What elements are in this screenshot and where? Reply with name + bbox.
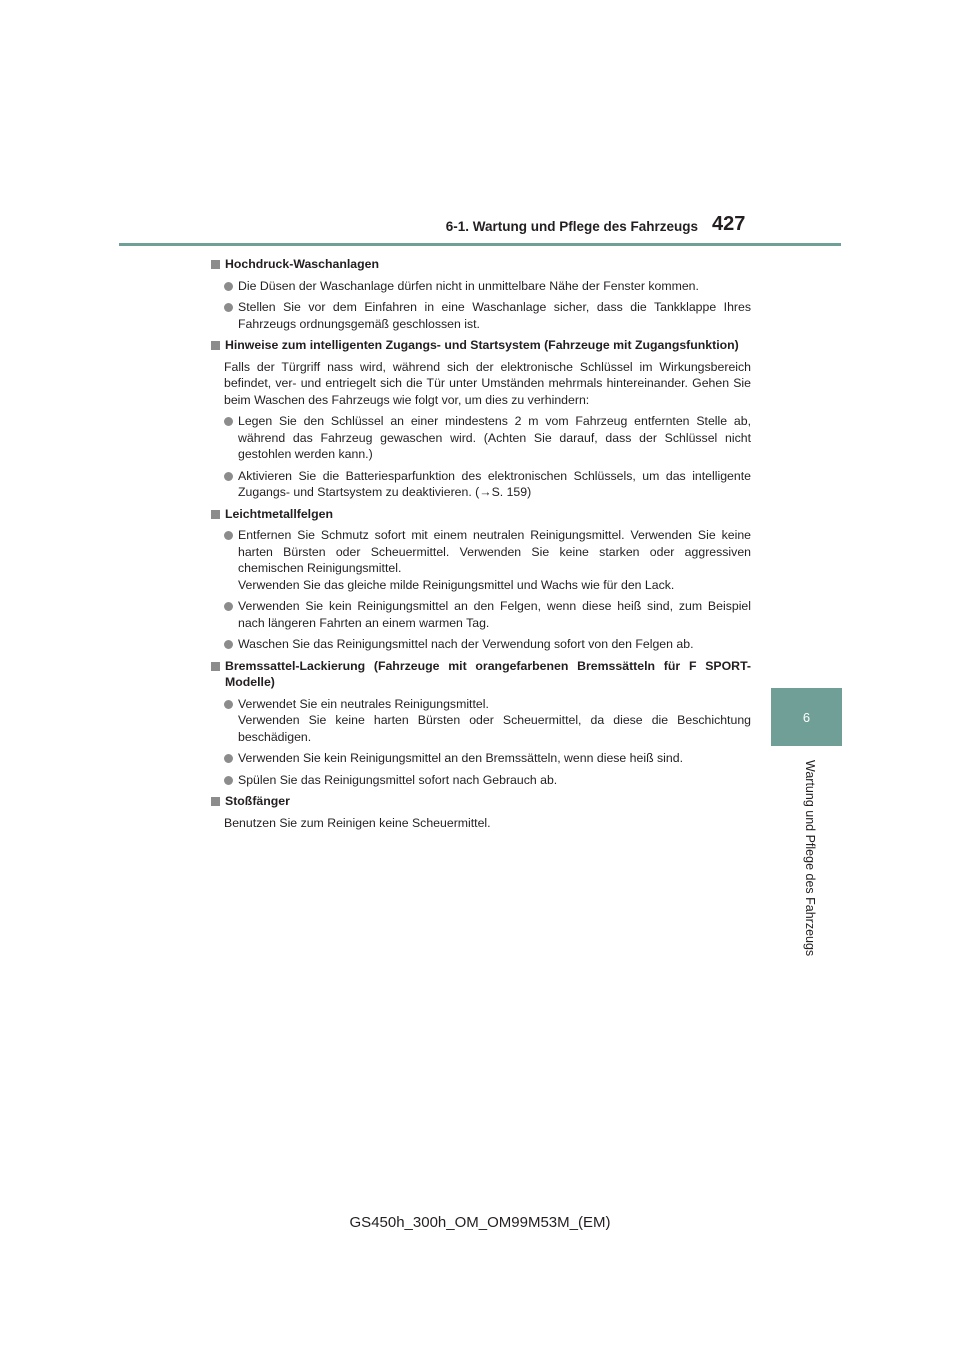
dot-bullet-icon (224, 700, 233, 709)
bullet-item: Verwenden Sie kein Reinigungsmittel an den Bremssätteln, wenn diese heiß sind. (224, 750, 751, 767)
section-heading: Stoßfänger (211, 793, 751, 810)
dot-bullet-icon (224, 754, 233, 763)
square-bullet-icon (211, 662, 220, 671)
bullet-item: Legen Sie den Schlüssel an einer mindestens 2 m vom Fahrzeug entfernten Stelle ab, während das Fahrzeug gewaschen wird. (Achten Sie darauf, dass der Schlüssel nicht gestohlen werden kann.) (224, 413, 751, 463)
bullet-item: Spülen Sie das Reinigungsmittel sofort nach Gebrauch ab. (224, 772, 751, 789)
header-rule (119, 243, 841, 246)
section-paragraph: Falls der Türgriff nass wird, während sich der elektronische Schlüssel im Wirkungsbereich befindet, ver- und entriegelt sich die Tür unter Umständen mehrmals hintereinander. Gehen Sie beim Waschen des Fahrzeugs wie folgt vor, um dies zu verhindern: (224, 359, 751, 407)
bullet-item: Verwenden Sie kein Reinigungsmittel an den Felgen, wenn diese heiß sind, zum Beispiel nach längeren Fahrten an einem warmen Tag. (224, 598, 751, 631)
dot-bullet-icon (224, 472, 233, 481)
section-heading: Hinweise zum intelligenten Zugangs- und Startsystem (Fahrzeuge mit Zugangsfunktion) (211, 337, 751, 354)
section-heading: Leichtmetallfelgen (211, 506, 751, 523)
chapter-tab (771, 688, 842, 746)
chapter-number: 6 (802, 709, 811, 725)
section-heading: Hochdruck-Waschanlagen (211, 256, 751, 273)
header-section-title: 6-1. Wartung und Pflege des Fahrzeugs (445, 219, 698, 234)
dot-bullet-icon (224, 602, 233, 611)
dot-bullet-icon (224, 282, 233, 291)
bullet-item: Aktivieren Sie die Batteriesparfunktion des elektronischen Schlüssels, um das intelligente Zugangs- und Startsystem zu deaktivieren. (→S. 159) (224, 468, 751, 501)
dot-bullet-icon (224, 531, 233, 540)
dot-bullet-icon (224, 640, 233, 649)
square-bullet-icon (211, 510, 220, 519)
footer-manual-code: GS450h_300h_OM_OM99M53M_(EM) (349, 1214, 611, 1231)
square-bullet-icon (211, 260, 220, 269)
bullet-item: Waschen Sie das Reinigungsmittel nach der Verwendung sofort von den Felgen ab. (224, 636, 751, 653)
dot-bullet-icon (224, 776, 233, 785)
page-number: 427 (712, 213, 746, 235)
dot-bullet-icon (224, 303, 233, 312)
bullet-item: Stellen Sie vor dem Einfahren in eine Waschanlage sicher, dass die Tankklappe Ihres Fahrzeugs ordnungsgemäß geschlossen ist. (224, 299, 751, 332)
section-heading: Bremssattel-Lackierung (Fahrzeuge mit orangefarbenen Bremssätteln für F SPORT-Modelle) (211, 658, 751, 691)
bullet-item: Verwendet Sie ein neutrales Reinigungsmittel. Verwenden Sie keine harten Bürsten oder Scheuermittel, da diese die Beschichtung beschädigen. (224, 696, 751, 746)
section-paragraph: Benutzen Sie zum Reinigen keine Scheuermittel. (224, 815, 491, 830)
chapter-label: Wartung und Pflege des Fahrzeugs (803, 760, 817, 957)
square-bullet-icon (211, 797, 220, 806)
bullet-item: Entfernen Sie Schmutz sofort mit einem neutralen Reinigungsmittel. Verwenden Sie keine harten Bürsten oder Scheuermittel. Verwenden Sie keine starken oder aggressiven chemischen Reinigungsmittel. Verwenden Sie das gleiche milde Reinigungsmittel und Wachs wie für den Lack. (224, 527, 751, 593)
bullet-item: Die Düsen der Waschanlage dürfen nicht in unmittelbare Nähe der Fenster kommen. (224, 278, 751, 295)
dot-bullet-icon (224, 417, 233, 426)
square-bullet-icon (211, 341, 220, 350)
content (211, 256, 751, 836)
